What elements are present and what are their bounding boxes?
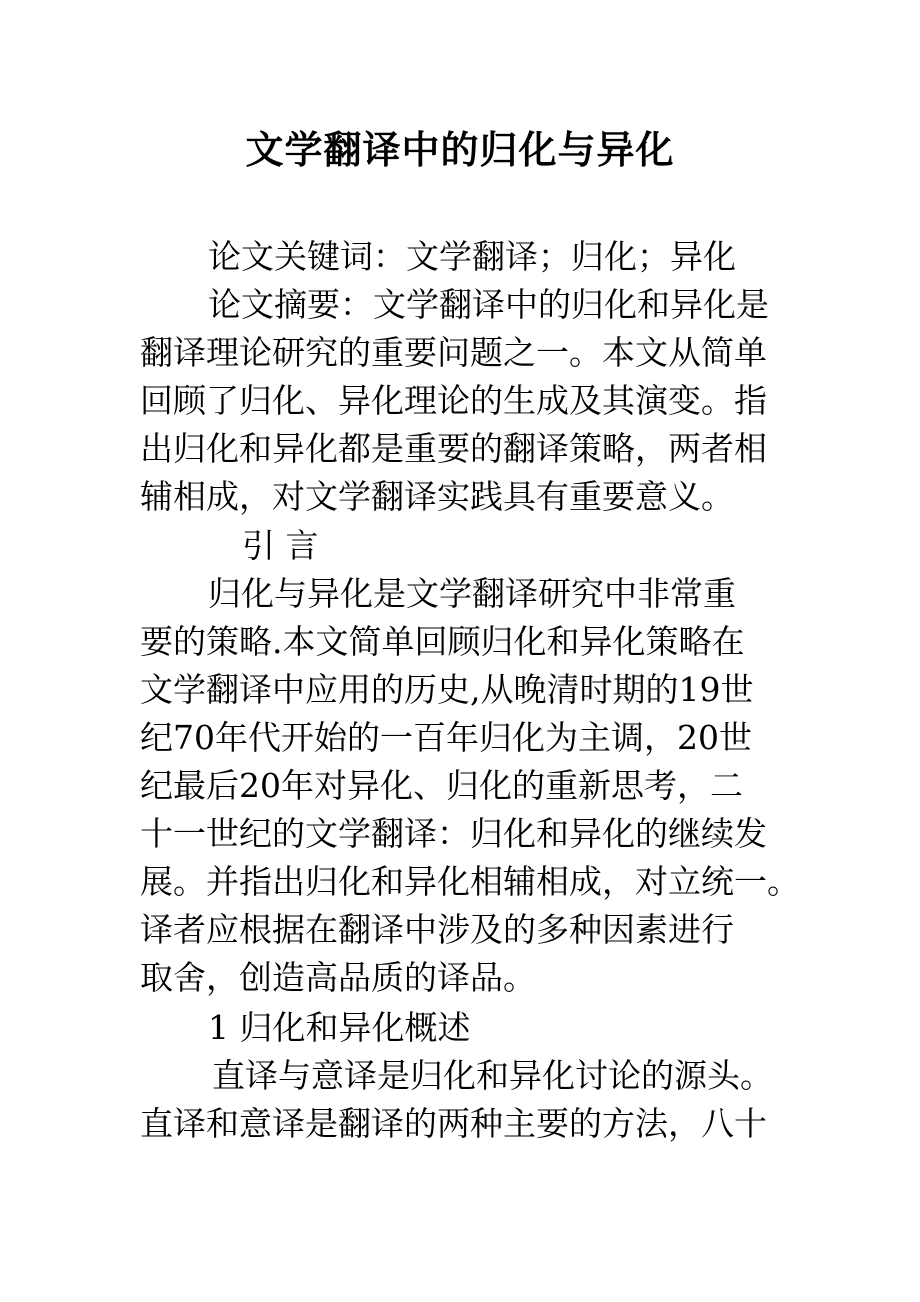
abstract-line: 回顾了归化、异化理论的生成及其演变。指 — [140, 381, 767, 420]
intro-line: 十一世纪的文学翻译：归化和异化的继续发 — [140, 814, 767, 853]
abstract-line: 辅相成，对文学翻译实践具有重要意义。 — [140, 477, 734, 516]
intro-line: 纪70年代开始的一百年归化为主调，20世 — [140, 718, 752, 757]
abstract-line: 翻译理论研究的重要问题之一。本文从简单 — [140, 333, 767, 372]
intro-line: 要的策略.本文简单回顾归化和异化策略在 — [140, 622, 745, 661]
section-line: 直译与意译是归化和异化讨论的源头。 — [212, 1056, 773, 1095]
abstract-line: 出归化和异化都是重要的翻译策略，两者相 — [140, 429, 767, 468]
intro-line: 归化与异化是文学翻译研究中非常重 — [208, 574, 736, 613]
intro-line: 取舍，创造高品质的译品。 — [140, 958, 536, 997]
intro-line: 文学翻译中应用的历史,从晚清时期的19世 — [140, 670, 754, 709]
intro-line: 纪最后20年对异化、归化的重新思考，二 — [140, 766, 743, 805]
intro-line: 译者应根据在翻译中涉及的多种因素进行 — [140, 910, 734, 949]
section-heading: 1 归化和异化概述 — [208, 1008, 471, 1047]
keywords-line: 论文关键词：文学翻译；归化；异化 — [208, 237, 736, 276]
intro-line: 展。并指出归化和异化相辅相成，对立统一。 — [140, 862, 800, 901]
intro-heading: 引 言 — [242, 526, 319, 565]
abstract-line: 论文摘要：文学翻译中的归化和异化是 — [208, 285, 769, 324]
section-line: 直译和意译是翻译的两种主要的方法，八十 — [140, 1104, 767, 1143]
page-title: 文学翻译中的归化与异化 — [245, 128, 675, 172]
